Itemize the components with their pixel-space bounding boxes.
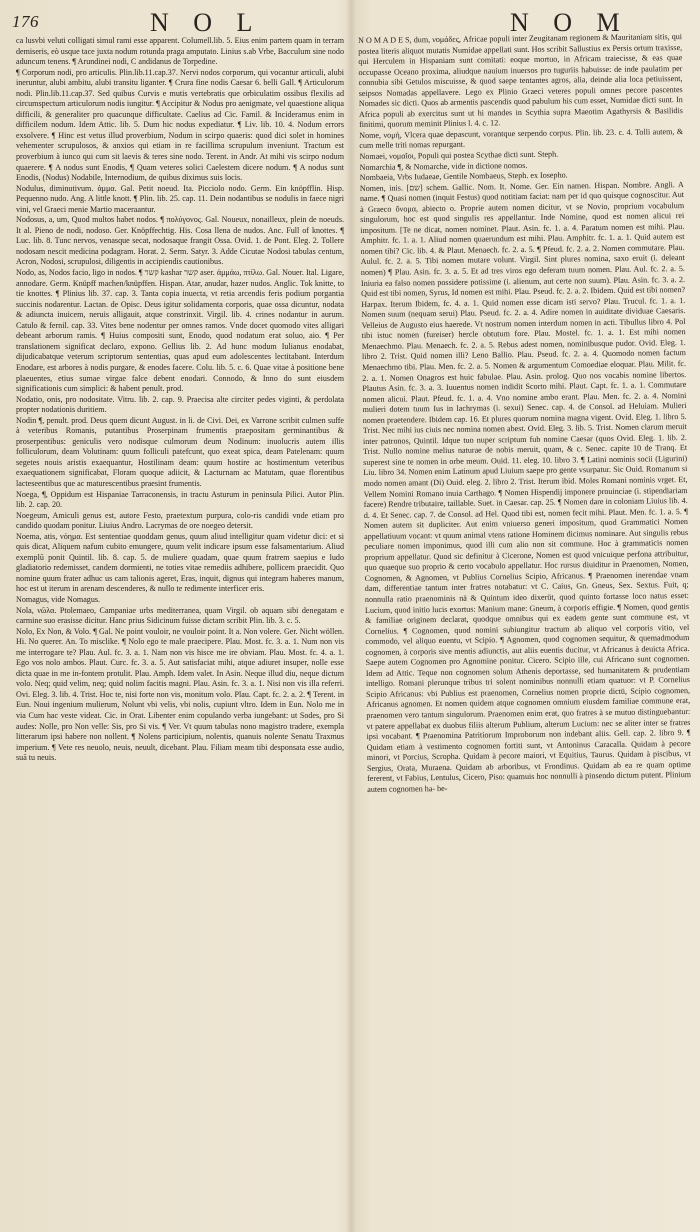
entry-paragraph: ¶ Corporum nodi, pro articulis. Plin.lib.11.cap.37. Nervi nodos corporum, qui vocantur articuli, alubi ineruntur, alubi ambitu, alubi transitu liganter. ¶ Crura fine nodis Caesar 6. belli Gall. ¶ Articulorum nodi. Plin.lib.11.cap.37. Sed quibus Curvis e mutis vertebratis que orbiculatim ossibus flexilis ad circumspectum articulorum nodis iungitur. ¶ Accipitur & Nodus pro aenigmate, vel quaestione aliqua difficili, & generaliter pro quacunque difficultate. Caelius ad Cic. Famil. & Incideramus enim in difficilem nodum. Idem Attic. lib. 5. Dum hic nodus expediatur. ¶ Liv. lib. 10. 4. Nodum errors exsolvere. ¶ Hinc est vetus illud proverbium, Nodum in scirpo quaeris: quod dici solet in homines vehementer scrupulosos, & anxios qui etiam in re facillima scrupulum inveniunt. Tractum est proverbium à iunco qui cum sit laevis & teres sine nodo. Terent. in Andr. At mihi vis scirpo nodum quaerere. ¶ A nodus sunt Enodis, ¶ Quam veteres solici Caelestem dicere nodum. ¶ A nodus sunt Enodis, (Nodus) Nodabile, Internodium, de quibus diximus suis locis. xyxy=(16,67,344,183)
page-number: 176 xyxy=(12,12,39,31)
entry-nomagus: Nomagus, vide Nomagus. xyxy=(16,594,101,604)
entry-nolo: Nolo, Ex Non, & Volo. ¶ Gal. Ne point vouloir, ne vouloir point. It a. Non volere. Ger. Nicht wöllen. Hi. No querer. An. To misclike. ¶ Nolo ego te male praecipere. Plau. Most. fc. 3. a. 1. Num non vis me interrogare te? Plau. Aul. fc. 3. a. 1. Nam non vis hisce me ire obviam. Plau. Most. fc. 4. a. 1. Ego vos nolo ambos. Plaut. Curc. fc. 3. a. 5. Aut satisfaciat mihi, atque adiuret insuper, nolle esse dicta quae in me in-fontem protulit. Plau. Amph. Idem valet. In Asin. Neque illud diu, neque dictum volo. Neq; quid velim, neq; quid nolim facitis magni. Plau. Asin. fc. 3. a. 1. Nisi non vis illa referri. Ovi. Eleg. 3. lib. 4. Trist. Hoc te, nisi forte non vis, monitum volo. Plau. Capt. fc. 2. a. 2. ¶ Terent. in Eun. Noui ingenium mulierum, Nolunt vbi velis, vbi nolis, cupiunt vltro. Idem in Eun. Nolo me in via Cum hac veste videat. Cic. in Orat. Libenter enim copulando verba iungebant: ut Sodes, pro Si audes: Nolle, pro Non velle: Sis, pro Si vis. ¶ Ver. Vt quum tabulas nono magistro tradere, exempla litterarum ipsi habere non nollent. ¶ Nolens participium, nolentis, quanuis nolente Senatu Traxmus imperium. ¶ Vete res neuolo, neuis, neuult, dicebant. Plau. Filiam meam tibi desponsata esse audio, suā tu neuis. xyxy=(16,626,344,763)
catchword: be- xyxy=(435,783,448,793)
entry-nodinus: Nodin ¶, penult. prod. Deus quem dicunt August. in li. de Civi. Dei, ex Varrone scribit culmen suffe à veteribus Romanis, putantibus Proserpinam frumentis praepositam germinantibus & proserpentibus: geniculis vero nodisque culmorum deum Nodinum: inuolucris autem illis folliculorum, deam Volutinam: quum folliculi patefcunt, quo exeat spica, deam Patelenam: quum segetes nouis aristis exaequantur, Hostilinam deam: quum hostire ac hostimentum veteribus exaequationem significabat, Floram quoque adiicit, & Lacturnam ac Matutam, quae florentibus lacteseentibus que ac maturescentibus praesint frumentis. xyxy=(16,415,344,488)
entry-nomaei: Nomaei, νομαῖοι, Populi qui postea Scythae dicti sunt. Steph. xyxy=(359,149,559,162)
entry-noema: Noema, atis, νόημα. Est sententiae quoddam genus, quum aliud intelligitur quam videtur dici: et si quis dicat, Aliquem nafum cubito emungere, quum velit indicare ipsum esse falsamentarium. Aliud exemplū ponit Quintil. lib. 8. cap. 5. de muliere quadam, quae quum fratrem saepius e ludo gladiatorio redemisset, candem dormienti, ne toties vitae remediis adhibere, pollicem praecidit. Quo nomine quum frater adhuc us cam talionis ageret, Eras, inquit, dignus qui integram haberes manum, hoc est ut iterum in arenam descenderes, & nullo te redimente interficer eris. xyxy=(16,531,344,594)
entry-nodosus: Nodosus, a, um, Quod multos habet nodos. ¶ πολύγονος. Gal. Noueux, nonailleux, plein de noeuds. It al. Pieno de nodi, nodoso. Ger. Knöpffechtig. His. Cosa llena de nudos. Anc. Full of knottes. ¶ Luc. lib. 8. Tunc nervos, venasque secat, nodosaque frangit Ossa. Ovid. 1. de Pont. Eleg. 2. Tollere nodosam nescit medicina podagram. Horat. 2. Serm. Satyr. 3. Adde Cicutae Nodosi tabulas centum, Acron, Nodosi, scrupulosi, diligentis in accipiendis cautionibus. xyxy=(16,215,344,267)
entry-nomades: N O M A D E S, dum, νομάδες, Africae populi inter Zeugitanam regionem & Mauritaniam sitis, qui postea literis aliquot mutatis Numidae appellati sunt. Hos scribit Sallustius ex Persis ortum traxisse, qui Herculem in Hispaniam sunt comitati: eoque mortuo, in Africam traiecisse, & eas quae occupasse Oceano proxima, aliudque nauium inuersos pro tuguriis habuisse: de inde paulatim per connubia sibi Getulos miscuisse, & quod saepe tentantes agros, alia, deinde alia loca petiuissent, seipsos Nomadas appellavere. Lego ex Plinio Graeci veteres populi omnes pecore pascentes Nomades sic dicti. Quos ab armentis pascendis quod pabulum his cum esset, Numidae dicti sunt. In Africa populi ab exercitus sunt ut hi mandes in Scythia supra Maeotim Agathyrsis & Basilidis finitimi, quorum meminit Plinius l. 4. c. 12. xyxy=(358,32,683,130)
entry-nombaeia: Nombaeia, Vrbs Iudaeae, Gentile Nombaeus, Steph. ex Iosepho. xyxy=(359,170,568,183)
running-head-left: N O L xyxy=(150,8,262,37)
entry-nodulus: Nodulus, diminutivum. ἀμμα. Gal. Petit noeud. Ita. Picciolo nodo. Germ. Ein knöpfflin. Hisp. Pequenno nudo. Ang. A little knott. ¶ Plin. lib. 25. cap. 11. Dein nodantibus se nodulis in faece nigri vini, vel Graeci menie Martio maceraantur. xyxy=(16,183,344,214)
right-column xyxy=(358,32,696,1220)
entry-nola: Nola, νῶλα. Ptolemaeo, Campaniae urbs mediterranea, quam Virgil. ob aquam sibi denegatam e carmine suo erasisse dicitur. Hanc prius Sidicinum fuisse dictam scribit Plin. lib. 3. c. 5. xyxy=(16,605,344,626)
entry-nome: Nome, νομή, Vlcera quae depascunt, vorantque serpendo corpus. Plin. lib. 23. c. 4. Tolli autem, & cum melle triti nomas repurgant. xyxy=(359,126,684,151)
page-header xyxy=(0,6,700,36)
entry-nodo: Nodo, as, Nodos facio, ligo in nodos. ¶ קשר kashar קשר aser. ἀμμάω, πτίλω. Gal. Nouer. Ital. Ligare, annodare. Germ. Knüpff machen/knüpffen. Hispan. Atar, anudar, hazer nudos. Anglic. Tok knitte, to tie knottes. ¶ Plinius lib. 37. cap. 3. Tanta copia inuecta, vt retia arcendis feris podium porgantia succinis nodarentur. Lactan. de Opisc. Deus igitur solidamenta corporis, quae ossa dicuntur, nodata & adiuncta inuicem, neruis alligauit, atque constrinxit. Virgil. lib. 4. crines nodantur in aurum. Catulo & fernil. cap. 33. Vites bene nodentur per omnes ramos. Vnde docet quomodo vites alligari debeant arborum ramis. ¶ Huius compositi sunt, Enodo, quod nodatum erat soluo, aio. ¶ Per translationem significat declaro, expono. Gellius lib. 2. Ad hunc modum Iulianus enodabat, dijudicabatque veterum scriptorum sententias, quas apud eum adolescentes lectitabant. Interdum Enodare, est arbores à nodis purgare, & enodes facere. Colu. lib. 5. c. 6. Quae vitae à positione bene plaeuentes, etius sumae virgae falce debent enodari. Connodo, & Inno do sunt eiusdem significationis cum simplici: & habent penult. prod. xyxy=(16,268,344,394)
entry-nomarchia: Nomarchia ¶, & Nomarche, vide in dictione nomos. xyxy=(359,160,528,172)
entry-paragraph: ca lusvbi veluti colligati simul rami esse apparent. Columell.lib. 5. Eius enim partem quam in terram demiseris, eò usque tace juxta nodum rotunda praga amputato. Linius s.ab Vrbe, Bacculum sine nodo aduncum tenens. ¶ Arundinei nodi, C andidanus de Torpedine. xyxy=(16,36,344,67)
entry-noegeum: Noegeum, Amiculi genus est, autore Festo, praetextum purpura, colo-ris candidi vnde etiam pro candido quodam ponitur. Liuius Andro. Lacrymas de ore noegeo detersit. xyxy=(16,510,344,531)
entry-nodatio: Nodatio, onis, pro nodositate. Vitru. lib. 2. cap. 9. Praecisa alte circiter pedes viginti, & perdolata propter nodationis duritiem. xyxy=(16,394,344,415)
column-gutter xyxy=(346,0,356,1232)
left-column xyxy=(16,36,344,1220)
running-head-right: N O M xyxy=(510,8,629,37)
entry-noega: Noega, ¶, Oppidum est Hispaniae Tarraconensis, in tractu Asturum in peninsula Pilici. Autor Plin. lib. 2. cap. 20. xyxy=(16,489,344,510)
entry-nomen: Nomen, inis. [שם] schem. Gallic. Nom. It. Nome. Ger. Ein namen. Hispan. Nombre. Angli. A name. ¶ Quasi nomen (inquit Festus) quod notitiam faciat: nam per id quo quisque cognoscitur. Aut à Graeco ὄνομα, abiecto ο. Proprie autem nomen dicitur, vt se Novio, proprium vocabulum singulorum, hoc est quod singulis res appellantur. Inde Nomine, quod est nomen alicui rei impositum. [Te ne dicat, nomen nominet. Plaut. Asin. fc. 1. a. 4. Paratum nomen est mihi. Plau. Amphitr. fc. 1. a. 1. Aliud nomen quaerundum est mihi. Plau. Amphitr. fc. 1. a. 1. Quid autem est nomen tibi? Cic. lib. 4. & Plaut. Menaech. fc. 2. a. 5. ¶ Pfeud. fc. 2. a. 2. Nomen commutare. Plau. Aulul. fc. 2. a. 5. Tibi nomen mutare volunt. Virgil. Sint plures nomina, saxo eruit (i. deleant nomen) ¶ Plau. Asin. fc. 3. a. 5. Et ad tres viros ego deferam tuum nomen. Plau. Aul. fc. 2. a. 5. Iniuria ea falso nomen possidere potissime (i. alienum, aut certe non suum). Plau. Asin. fc. 3. a. 2. Quid est tibi nomen, Syrus, Id nomen est mihi. Plau. Pseud. fc. 2. a. 2. Ibidem. Quid est tibi nomen? Harpax. Iterum Ibidem, fc. 4. a. 1. Quid nomen esse dicam isti servo? Plau. Trucul. fc. 1. a. 1. Nomen suum (nequam serui) Plau. Pseud. fc. 2. a. 4. Adire nomen in auiditate dividuae Caesaris. Velleius de Augusto eius haerede. Vt nostrum nomen interdum nomen in acti. Tibullus libro 4. Pol tibi istuc nomen (fureiser) hercle obtutum fore. Plau. Mostel. fc. 1. a. 1. Est mihi nomen Menaechmo. Plau. Menaech. fc. 2. a. 5. Rebus adest nomen, nominibusque pudor. Ovid. Eleg. 1. libro 2. Trist. Quid nomen illi? Leno Ballio. Plau. Pseud. fc. 2. a. 4. Quomodo nomen factum Menaechmo tibi. Plau. Men. fc. 2. a. 5. Nomen & argumentum Comoediae eloquar. Plau. Milit. fc. 2. a. 1. Nomen Onagros est huic fabulae. Plau. Asin. prolog. Quo nos vocabis nomine libertos. Plautus Asin. fc. 3. a. 3. Iuuentus nomen indidit Scorto mihi. Plaut. Capt. fc. 1. a. 1. Commutare nomen alicui. Plaut. Pfeud. fc. 1. a. 4. Vno nomine ambo erant. Plau. Men. fc. 2. a. 4. Nomini mulieri dotem tuum Ius in lachrymas (i. sexui) Senec. cap. 4. de Consol. ad Heluiam. Mulieri nomen praetendere. Ibidem cap. 16. Et plures quorum nomina magna vigent. Ovid. Eleg. 1. libro 5. Trist. Nec mihi ius ciuis nec nomina nomen abest. Ovid. Eleg. 3. lib. 5. Trist. Nomen clarum meruit inter patronos, Quintil. Idque tuo nuper scriptum fub nomine Caesar (quos Ovid. Eleg. 1. lib. 2. Trist. Nullo nomine melius naturae de nobis meruit, quam, & c. Senec. capite 10 de Tranq. Et superest sine te nomen in orbe meum. Ouid. 11. eleg. 10. libro 3. ¶ Latini nominis socii (Ligurini) Liu. libro 34. Nomen enim Latinum apud Liuium saepe pro gente vsurpatur. Sic Ouid. Romanum si modo nomen amant (Di) Ouid. eleg. 2. libro 2. Trist. Iterum ibid. Moles Romani nominis vrget. Et, Vellem Nomini Romano inuia Carthago. ¶ Nomen Hispendij imponere prouinciae (i. stipendiariam facere) Rendre tributaire, taillable. Suet. in Caesar. cap. 25. ¶ Nomen dare in coloniam Liuius lib. 4. d. 4. Et Senec. cap. 7. de Consol. ad Hel. Quod tibi est, nomen fecit mihi. Plaut. Men. fc. 1. a. 5. ¶ Nomen autem sit dupliciter. Aut enim vniuerso generi impositum, quod Grammatici Nomen appellatiuum vocant: vt quum animal vtens ratione Hominem dicimus nominare. Aut singulis rebus peculiare nomen imponimus, quod illi cum alio non sit commune. Hoc à grammaticis nomen proprium appellatur. Quod sic definitur à Cicerone, Nomen est quod vnicuique perfona attribuitur, quo quaeque suo proprio & certo vocabulo appellatur. Hoc rursus diuiditur in Praenomen, Nomen, Cognomen, & Agnomen, vt Publius Cornelius Scipio, Africanus. ¶ Praenomen inerendae vnam dam, differentiae tantum inter fratres notabatur: vt C. Caius, Gn. Gneus, Sex. Sextus. Fuit, q; nonnulla ratio praenominis nā & Quintum ideo dixerūt, quod quinto fortasse loco natus esset: Lucium, quod initio lucis exortus: Manium mane: Gneum, à corporis effigie. ¶ Nomen, quod gentis & familiae originem declarat, quodque omnibus qui ex eadem gente sunt commune est, vt Cornelius. ¶ Cognomen, quod nomini subiungitur tractum ab aliquo vel corporis vitio, vel commodo, vel aliquo euentu, vt Scipio. ¶ Agnomen, quod cognomen sequitur, & quemadmodum cognomen, à corporis sive mentis adiunctis, aut aliis euentis ducitur, vt Africanus à deuicta Africa. Saepe autem Cognomen pro Agnomine ponitur. Cicero. Scipio ille, cui Africano sunt cognomen. Idem ad Attic. Teque non cognomen solum Athenis deportasse, sed humanitatem & prudentiam intelligo. Romani plerunque tribus tri solent nominibus nonnulli etiam quatuor: vt P. Cornelius Scipio Africanus: vbi Publius est praenomen, Cornelius nomen proprie dictū, Scipio cognomen, Africanus agnomen. Et nomen quidem atque cognomen omnium eiusdem familiae commune erat, praenomen vero tantum singulorum. Praenomen enim erat, quo fratres à se mutuo distinguebantur: vt patere appellabat ex duobus filiis alterum Publium, alterum Lucium: nec se aliter inter se fratres ipsi vocabant. ¶ Praenomina Patritiorum Improborum non indebant aliis. Gell. cap. 2. libro 9. ¶ Quidam etiam à vestimento cognomen fortiti sunt, vt Antoninus Caracalla. Quidam à pecore minori, vt Porcius, Scropha. Quidam à pecore maiori, vt Equitius, Taurus. Quidam à piscibus, vt Sergius, Orata, Muraena. Quidam ab arboribus, vt Frondinus. Quidam ab ea re quam optime fererent, vt Fabius, Lentulus, Cicero, Piso: quamuis hoc nonnulli à pinsendo dictum putent. Plinium autem cognomen ha- be- xyxy=(359,179,692,794)
